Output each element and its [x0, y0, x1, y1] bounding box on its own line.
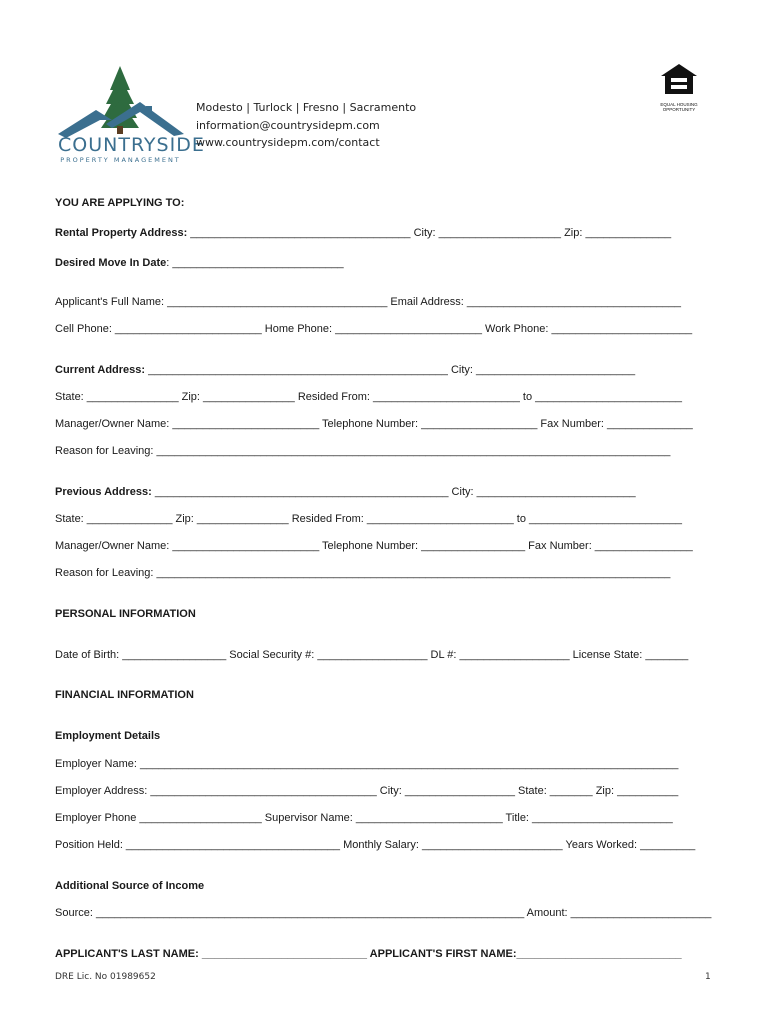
contact-email: information@countrysidepm.com — [196, 118, 380, 132]
current-reason-line: Reason for Leaving: ____________________________________________________________________________________ — [55, 445, 671, 457]
equal-housing-logo — [656, 62, 702, 112]
phones-line: Cell Phone: ________________________ Home Phone: ________________________ Work Phone: _______________________ — [55, 323, 693, 335]
current-address-fields: _________________________________________________ City: __________________________ — [145, 364, 636, 376]
current-address-line — [55, 364, 635, 376]
employer-name-line: Employer Name: ________________________________________________________________________________________ — [55, 758, 679, 770]
previous-reason-line: Reason for Leaving: ____________________________________________________________________________________ — [55, 567, 671, 579]
logo-subtitle: PROPERTY MANAGEMENT — [60, 156, 181, 164]
employer-phone-line: Employer Phone ____________________ Supervisor Name: ________________________ Title: _______________________ — [55, 812, 673, 824]
source-line: Source: ______________________________________________________________________ Amount: _______________________ — [55, 907, 712, 919]
previous-address-label: Previous Address: — [55, 486, 152, 498]
current-manager-line: Manager/Owner Name: ________________________ Telephone Number: ___________________ Fax Number: ______________ — [55, 418, 693, 430]
equal-housing-house-icon — [659, 62, 699, 96]
dob-line: Date of Birth: _________________ Social Security #: __________________ DL #: __________________ License State: _______ — [55, 649, 689, 661]
contact-website: www.countrysidepm.com/contact — [196, 136, 380, 149]
move-in-label: Desired Move In Date — [55, 257, 167, 269]
previous-state-line: State: ______________ Zip: _______________ Resided From: ________________________ to _________________________ — [55, 513, 682, 525]
equal-housing-text: EQUAL HOUSING OPPORTUNITY — [660, 102, 698, 112]
previous-manager-line: Manager/Owner Name: ________________________ Telephone Number: _________________ Fax Number: ________________ — [55, 540, 693, 552]
employer-address-line: Employer Address: _____________________________________ City: __________________ State: _______ Zip: __________ — [55, 785, 679, 797]
section-employment: Employment Details — [55, 730, 161, 742]
section-financial: FINANCIAL INFORMATION — [55, 689, 194, 701]
move-in-line — [55, 257, 344, 269]
rental-property-line — [55, 227, 671, 239]
rental-property-label: Rental Property Address: — [55, 227, 188, 239]
section-additional-income: Additional Source of Income — [55, 880, 205, 892]
rental-property-fields: ____________________________________ City: ____________________ Zip: ______________ — [187, 227, 672, 239]
license-number: DRE Lic. No 01989652 — [55, 972, 156, 982]
section-personal: PERSONAL INFORMATION — [55, 608, 196, 620]
applicant-last-first-line: APPLICANT'S LAST NAME: ___________________________ APPLICANT'S FIRST NAME:___________________________ — [55, 948, 682, 960]
position-line: Position Held: ___________________________________ Monthly Salary: _______________________ Years Worked: _________ — [55, 839, 696, 851]
logo-wordmark: COUNTRYSIDE — [58, 134, 205, 156]
previous-address-line — [55, 486, 636, 498]
contact-block — [196, 99, 416, 152]
name-email-line: Applicant's Full Name: ____________________________________ Email Address: ___________________________________ — [55, 296, 681, 308]
page-number: 1 — [705, 972, 711, 982]
current-state-line: State: _______________ Zip: _______________ Resided From: ________________________ to ________________________ — [55, 391, 682, 403]
move-in-field: : ____________________________ — [166, 257, 344, 269]
section-applying: YOU ARE APPLYING TO: — [55, 197, 185, 209]
contact-locations: Modesto | Turlock | Fresno | Sacramento — [196, 101, 417, 114]
current-address-label: Current Address: — [55, 364, 146, 376]
previous-address-fields: ________________________________________________ City: __________________________ — [151, 486, 636, 498]
